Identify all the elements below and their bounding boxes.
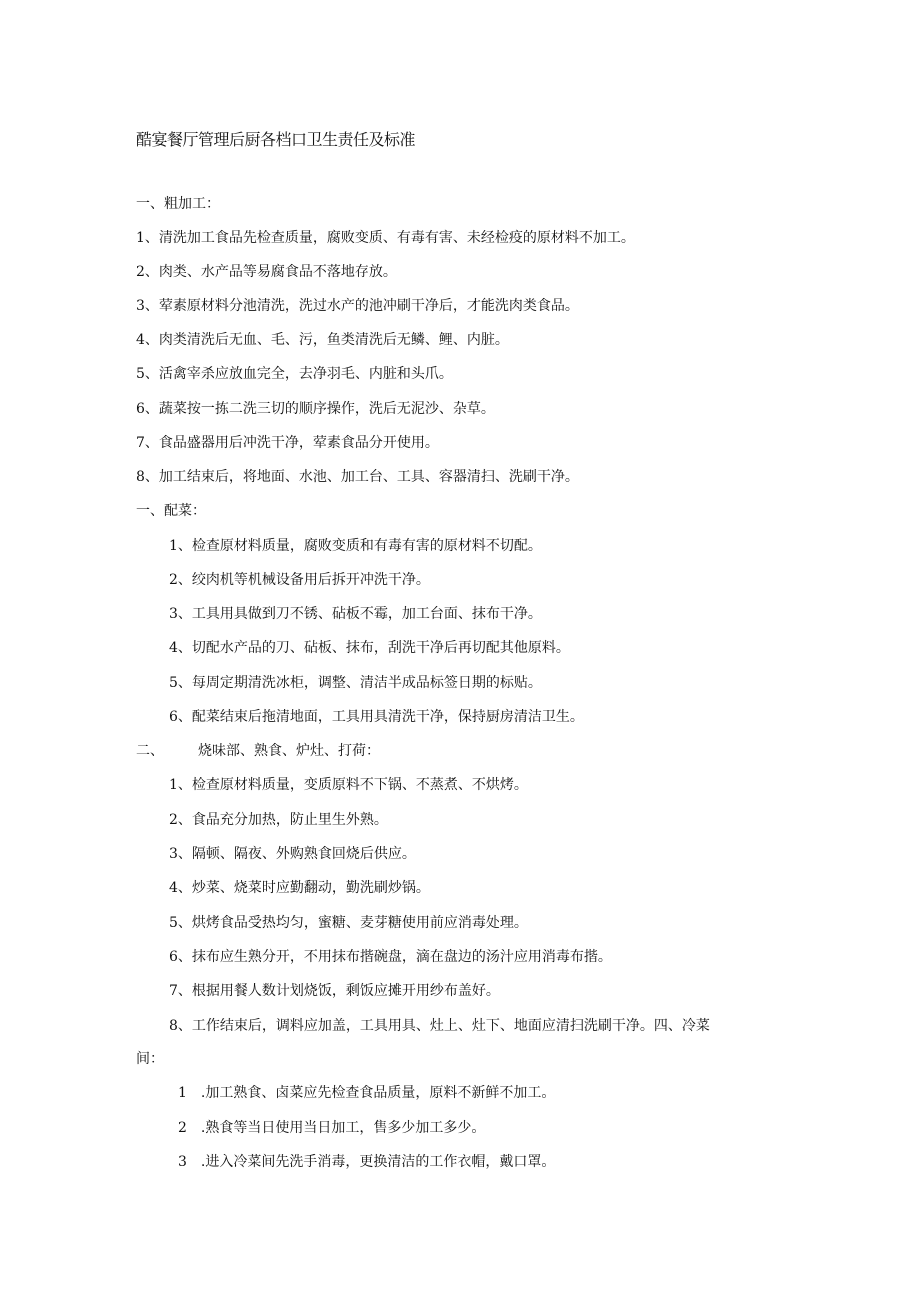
list-item: 2、绞肉机等机械设备用后拆开冲洗干净。 [169,572,430,588]
section-heading: 一、粗加工： [136,196,220,212]
list-item: 6、蔬菜按一拣二洗三切的顺序操作，洗后无泥沙、杂草。 [136,401,495,417]
section-heading: 一、配菜： [136,503,206,519]
list-item: 7、根据用餐人数计划烧饭，剩饭应摊开用纱布盖好。 [169,983,500,999]
list-item: 4、炒菜、烧菜时应勤翻动，勤洗刷炒锅。 [169,880,430,896]
list-item: 5、烘烤食品受热均匀，蜜糖、麦芽糖使用前应消毒处理。 [169,915,528,931]
list-item: 1、检查原材料质量，腐败变质和有毒有害的原材料不切配。 [169,538,542,554]
list-item: 2、食品充分加热，防止里生外熟。 [169,812,388,828]
list-item: 4、切配水产品的刀、砧板、抹布，刮洗干净后再切配其他原料。 [169,640,570,656]
list-item: 6、配菜结束后拖清地面，工具用具清洗干净，保持厨房清洁卫生。 [169,709,584,725]
list-item: 6、抹布应生熟分开，不用抹布揩碗盘，滴在盘边的汤汁应用消毒布揩。 [169,949,612,965]
list-item: 7、食品盛器用后冲洗干净，荤素食品分开使用。 [136,435,439,451]
list-item: 4、肉类清洗后无血、毛、污，鱼类清洗后无鳞、鲤、内脏。 [136,332,509,348]
list-item: 3、荤素原材料分池清洗，洗过水产的池冲刷干净后，才能洗肉类食品。 [136,298,579,314]
document-title: 酷宴餐厅管理后厨各档口卫生责任及标准 [136,130,416,149]
list-item: 1 .加工熟食、卤菜应先检查食品质量，原料不新鲜不加工。 [178,1085,556,1101]
list-item: 1、检查原材料质量，变质原料不下锅、不蒸煮、不烘烤。 [169,777,528,793]
section-heading [136,740,380,762]
section-number: 二、 [136,743,164,759]
list-item: 2 .熟食等当日使用当日加工，售多少加工多少。 [178,1120,486,1136]
list-item: 2、肉类、水产品等易腐食品不落地存放。 [136,264,397,280]
list-item: 3 .进入冷菜间先洗手消毒，更换清洁的工作衣帽，戴口罩。 [178,1154,556,1170]
list-item: 1、清洗加工食品先检查质量，腐败变质、有毒有害、未经检疫的原材料不加工。 [136,230,635,246]
list-item: 3、隔顿、隔夜、外购熟食回烧后供应。 [169,846,416,862]
list-item-continuation: 间： [136,1051,164,1067]
section-heading-text: 烧味部、熟食、炉灶、打荷： [198,743,380,759]
list-item: 8、工作结束后，调料应加盖，工具用具、灶上、灶下、地面应清扫洗刷干净。四、冷菜 [169,1018,710,1034]
list-item: 5、每周定期清洗冰柜，调整、清洁半成品标签日期的标贴。 [169,675,542,691]
list-item: 8、加工结束后，将地面、水池、加工台、工具、容器清扫、洗刷干净。 [136,469,579,485]
list-item: 3、工具用具做到刀不锈、砧板不霉，加工台面、抹布干净。 [169,606,542,622]
list-item: 5、活禽宰杀应放血完全，去净羽毛、内脏和头爪。 [136,366,453,382]
